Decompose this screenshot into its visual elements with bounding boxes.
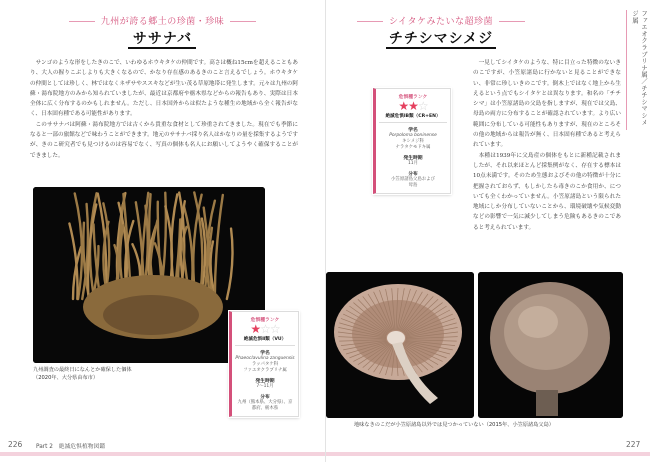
info-card-chichishimashimeji [373, 88, 451, 194]
mushroom-cap-image [478, 272, 623, 418]
label-distribution: 分布 [408, 172, 418, 177]
caption-line: （2020年、大分県由布市） [33, 375, 99, 381]
bottom-rule-right [326, 452, 650, 456]
genus-index-tab [626, 10, 647, 130]
label-name: 学名 [408, 128, 418, 133]
right-page [325, 0, 650, 462]
article-body-sasanaba [30, 58, 298, 161]
kicker-sasanaba: 九州が誇る郷土の珍菌・珍味 [40, 14, 285, 27]
title-underline [386, 47, 496, 49]
paragraph: 一見してシイタケのような、特に目立った特徴のないきのこですが、小笠原諸島に行かないと見ることができない、非常に珍しいきのこです。倒木上ではなく地上から生えるという点でもシイタケとは異なります。和名の「チチシマ」は小笠原諸島の父島を指しますが、現在では父島、母島の両方に分布することが確認されています。より広い範囲に分布している可能性もありますが、現在のところその他の地域からは報告が無く、日本固有種であると考えられています。 [473, 60, 621, 149]
redlist-category: 絶滅危惧ⅠB類（CR+EN） [379, 113, 447, 123]
redlist-category: 絶滅危惧Ⅱ類（VU） [235, 336, 295, 346]
star-empty-icon: ☆ [417, 99, 428, 113]
title-sasanaba: ササナバ [132, 31, 193, 47]
caption-sasanaba [33, 366, 233, 382]
scientific-name: Phaeoclavulina zanguensis [235, 356, 295, 361]
mushroom-underside-image [326, 272, 474, 418]
distribution-line: 九州（熊本県、大分県）、京 [237, 400, 293, 405]
star-filled-icon: ★★ [398, 99, 418, 113]
kicker-chichishimashimeji: シイタケみたいな超珍菌 [346, 14, 536, 27]
photo-chichishimashimeji-1 [326, 272, 474, 418]
label-name: 学名 [260, 351, 270, 356]
photo-chichishimashimeji-2 [478, 272, 623, 418]
bottom-rule-left [0, 452, 325, 456]
title-underline [128, 47, 196, 49]
risk-stars [379, 100, 447, 113]
label-distribution: 分布 [260, 395, 270, 400]
paragraph: サンゴのような形をしたきのこで、いわゆるホウキタケの仲間です。高さは概ね15cmを超えることもあり、大人の握りこぶしよりも大きくなるので、かなり存在感のあるきのこと言えるでしょう。ホウキタケの仲間としては珍しく、林ではなくネザサやススキなどが生い茂る草原地帯に発生します。元々は九州の阿蘇・湯布院地方のみから知られていましたが、最近は京都府や栃木県などからの報告もあり、実際は日本全体に広く分布するのかもしれません。ただし、日本国外からは似たような種生の地域から全く報告がなく、日本固有種である可能性があります。 [30, 60, 298, 118]
article-body-chichishimashimeji [473, 58, 621, 233]
scientific-name: Porpoloma boninense [389, 133, 437, 138]
page-number-left: 226 [8, 440, 23, 449]
info-card-sasanaba [229, 311, 299, 417]
paragraph: このササナバは阿蘇・湯布院地方では古くから貴重な食材として珍重されてきました。現在でも季節になると一部の旅館などで味わうことができます。地元のササナバ採り名人はかなりの量を採集するようですが、きのこ研究者でも見つけるのは容易でなく、写真の個体も名人にお願いしてようやく確保することができました。 [30, 121, 298, 159]
label-season: 発生時期 [255, 379, 275, 384]
distribution-line: 母島 [408, 183, 418, 188]
season: 11月 [408, 161, 418, 166]
running-head: Part 2 絶滅危惧植物図鑑 [36, 444, 106, 450]
caption-chichishimashimeji: 地味なきのこだが小笠原諸島以外では見つかっていない（2015年、小笠原諸島父島） [354, 422, 554, 428]
risk-stars [235, 323, 295, 336]
paragraph: 本種は1939年に父島産の個体をもとに新種記載されましたが、それ以来ほとんど採集例がなく、存在する標本は10点未満です。そのため生態およびその他の特徴が十分に把握されておらず、もしかしたら毒きのこか食用か、についても全くわかっていません。小笠原諸島という限られた地域にしか分布していないことから、環境破壊や気候変動などの影響で一気に減少してしまう危険もあるきのこであると考えられています。 [473, 152, 621, 231]
rank-label: 危惧種ランク [398, 95, 428, 100]
family: ラッパタケ科 [251, 362, 279, 367]
title-chichishimashimeji: チチシマシメジ [388, 31, 494, 47]
star-empty-icon: ☆☆ [260, 322, 280, 336]
star-filled-icon: ★ [250, 322, 261, 336]
season: 7〜11月 [256, 384, 274, 389]
genus-index-label: ファエオクラブリナ属／チチシマシメジ属 [631, 10, 647, 126]
distribution-line: 小笠原諸島父島および [391, 177, 435, 182]
caption-line: 九州調査の最終日になんとか確保した個体 [33, 367, 132, 373]
page-number-right: 227 [626, 440, 641, 449]
distribution-line: 都府、栃木県 [251, 406, 279, 411]
genus: ファエオクラブリナ属 [243, 368, 287, 373]
rank-label: 危惧種ランク [250, 318, 280, 323]
label-season: 発生時期 [403, 156, 423, 161]
family: キシメジ科 [402, 139, 424, 144]
genus: ナラタケモドキ属 [395, 145, 431, 150]
